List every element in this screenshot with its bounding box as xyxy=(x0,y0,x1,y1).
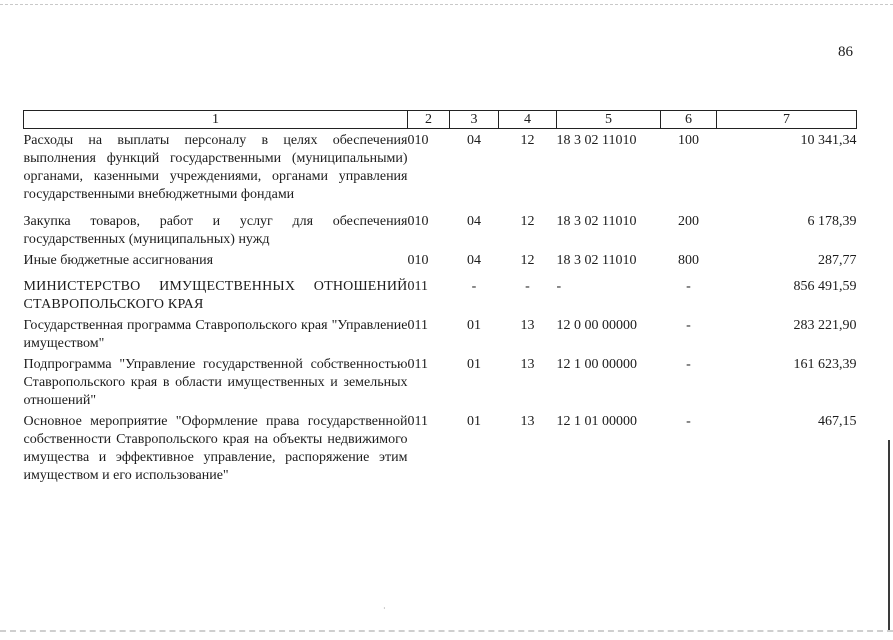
row-section-code: 01 xyxy=(467,414,481,429)
table-row-ministry xyxy=(24,270,857,314)
column-header-2: 2 xyxy=(408,111,450,129)
row-expense-type: - xyxy=(686,357,691,372)
row-target-article: 12 1 00 00000 xyxy=(556,357,637,372)
row-amount: 287,77 xyxy=(818,253,857,268)
row-subsection-code: 13 xyxy=(520,318,535,333)
row-target-article: 18 3 02 11010 xyxy=(556,253,637,268)
row-name: Основное мероприятие "Оформление права государственной собственности Ставропольского края на объекты недвижимого имущества и эффективное управление, распоряжение этим имуществом и его использование" xyxy=(23,414,408,483)
table-row xyxy=(24,353,857,410)
column-header-1: 1 xyxy=(24,111,408,129)
row-amount: 467,15 xyxy=(818,414,857,429)
row-subsection-code: 12 xyxy=(520,133,535,148)
row-expense-type: - xyxy=(686,414,691,429)
column-header-6: 6 xyxy=(661,111,717,129)
row-subsection-code: 12 xyxy=(520,253,535,268)
row-expense-type: 200 xyxy=(678,214,699,229)
row-section-code: - xyxy=(471,279,477,294)
row-amount: 6 178,39 xyxy=(807,214,857,229)
row-amount: 283 221,90 xyxy=(793,318,857,333)
row-subsection-code: 13 xyxy=(520,357,535,372)
column-header-7: 7 xyxy=(717,111,857,129)
row-amount: 10 341,34 xyxy=(800,133,857,148)
row-amount: 856 491,59 xyxy=(793,279,857,294)
table-row xyxy=(24,249,857,270)
row-target-article: 18 3 02 11010 xyxy=(556,214,637,229)
row-expense-type: 800 xyxy=(678,253,699,268)
row-name: Государственная программа Ставропольского края "Управление имуществом" xyxy=(23,318,408,351)
column-header-5: 5 xyxy=(557,111,661,129)
row-section-code: 01 xyxy=(467,318,481,333)
row-ministry-code: 010 xyxy=(407,253,429,268)
scan-edge-bottom xyxy=(0,630,893,632)
row-section-code: 01 xyxy=(467,357,481,372)
row-ministry-code: 010 xyxy=(407,214,429,229)
page-number: 86 xyxy=(838,44,853,60)
row-ministry-code: 011 xyxy=(407,414,428,429)
row-target-article: - xyxy=(556,279,562,294)
row-target-article: 12 0 00 00000 xyxy=(556,318,637,333)
row-ministry-code: 011 xyxy=(407,279,428,294)
column-header-3: 3 xyxy=(450,111,499,129)
row-name: Закупка товаров, работ и услуг для обеспечения государственных (муниципальных) нужд xyxy=(23,214,408,247)
header-row xyxy=(24,111,857,129)
row-expense-type: - xyxy=(686,279,691,294)
scan-edge-top xyxy=(0,4,893,5)
row-subsection-code: 13 xyxy=(520,414,535,429)
table-row xyxy=(24,204,857,249)
scan-edge-right xyxy=(888,440,890,630)
row-ministry-code: 011 xyxy=(407,318,428,333)
table-row xyxy=(24,410,857,485)
row-section-code: 04 xyxy=(467,214,481,229)
row-ministry-code: 010 xyxy=(407,133,429,148)
row-target-article: 18 3 02 11010 xyxy=(556,133,637,148)
row-section-code: 04 xyxy=(467,133,481,148)
row-section-code: 04 xyxy=(467,253,481,268)
row-ministry-code: 011 xyxy=(407,357,428,372)
row-subsection-code: - xyxy=(525,279,530,294)
row-amount: 161 623,39 xyxy=(793,357,857,372)
table-row xyxy=(24,314,857,353)
row-expense-type: - xyxy=(686,318,691,333)
row-expense-type: 100 xyxy=(678,133,699,148)
row-subsection-code: 12 xyxy=(520,214,535,229)
row-name: Иные бюджетные ассигнования xyxy=(23,253,214,268)
row-target-article: 12 1 01 00000 xyxy=(556,414,637,429)
column-header-4: 4 xyxy=(499,111,557,129)
row-name: Расходы на выплаты персоналу в целях обеспечения выполнения функций государственными (муниципальными) органами, казенными учреждениями, органами управления государственными внебюджетными фондами xyxy=(23,133,408,202)
table-row xyxy=(24,129,857,205)
scan-speck: · xyxy=(383,604,386,613)
row-name: МИНИСТЕРСТВО ИМУЩЕСТВЕННЫХ ОТНОШЕНИЙ СТАВРОПОЛЬСКОГО КРАЯ xyxy=(23,279,408,312)
row-name: Подпрограмма "Управление государственной собственностью Ставропольского края в области имущественных и земельных отношений" xyxy=(23,357,408,408)
budget-table xyxy=(23,110,857,485)
